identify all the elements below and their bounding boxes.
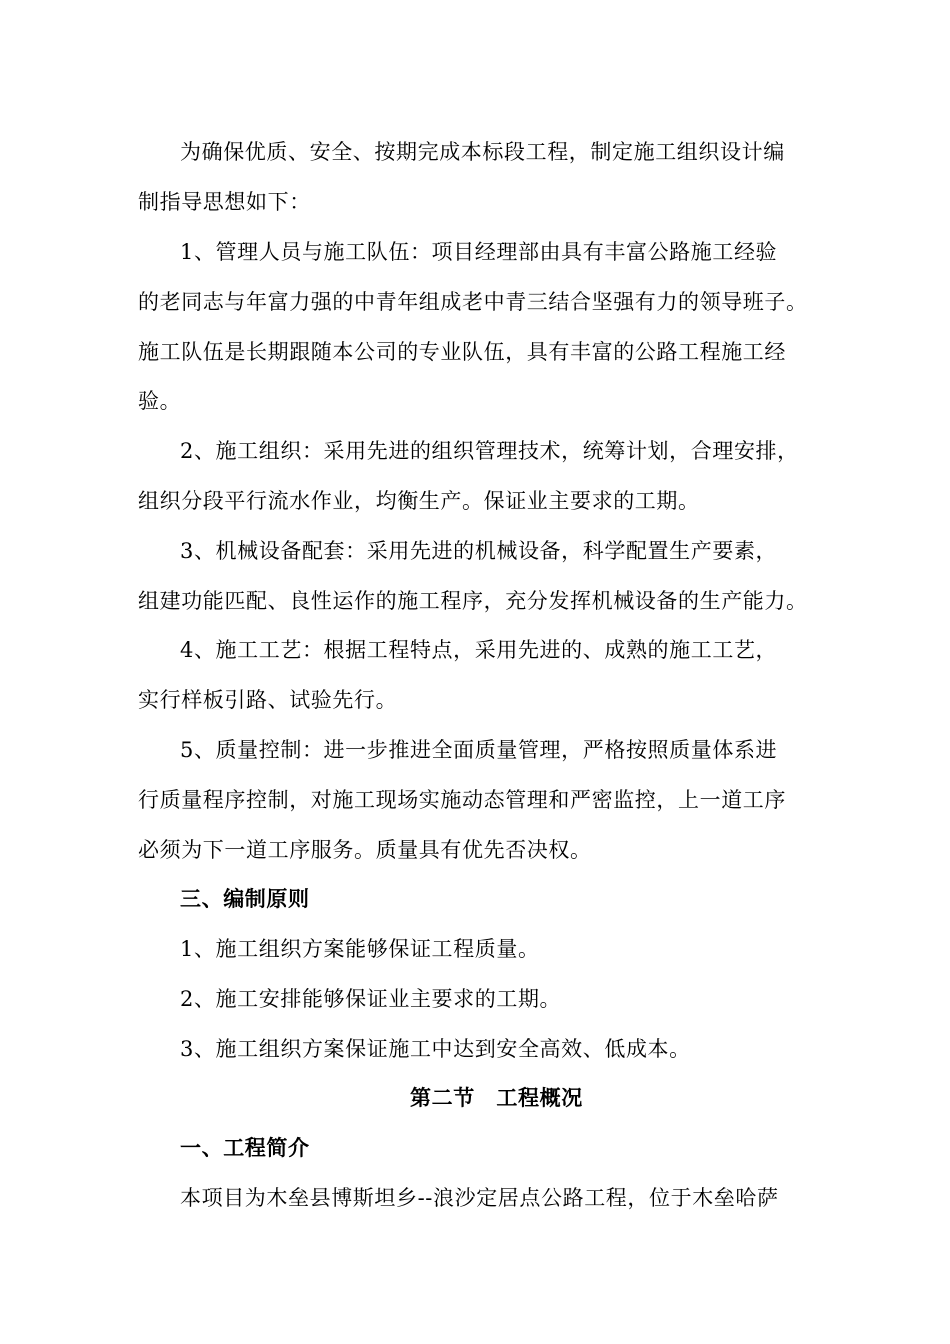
section-heading-project-introduction: 一、工程简介 <box>180 1135 310 1160</box>
paragraph-intro-line-2: 制指导思想如下： <box>138 190 311 214</box>
item-4-line-1: 4、施工工艺：根据工程特点，采用先进的、成熟的施工工艺， <box>180 638 778 662</box>
paragraph-intro-line-1: 为确保优质、安全、按期完成本标段工程，制定施工组织设计编 <box>180 140 785 164</box>
item-3-line-2: 组建功能匹配、良性运作的施工程序，充分发挥机械设备的生产能力。 <box>138 589 808 613</box>
item-3-line-1: 3、机械设备配套：采用先进的机械设备，科学配置生产要素， <box>180 539 778 563</box>
project-introduction-line-1: 本项目为木垒县博斯坦乡--浪沙定居点公路工程，位于木垒哈萨 <box>180 1186 779 1210</box>
item-1-line-3: 施工队伍是长期跟随本公司的专业队伍，具有丰富的公路工程施工经 <box>138 340 786 364</box>
principle-1: 1、施工组织方案能够保证工程质量。 <box>180 937 540 961</box>
principle-3: 3、施工组织方案保证施工中达到安全高效、低成本。 <box>180 1037 691 1061</box>
item-1-line-2: 的老同志与年富力强的中青年组成老中青三结合坚强有力的领导班子。 <box>138 290 808 314</box>
chapter-heading-project-overview: 第二节 工程概况 <box>410 1085 583 1110</box>
item-2-line-1: 2、施工组织：采用先进的组织管理技术，统筹计划，合理安排， <box>180 439 799 463</box>
item-4-line-2: 实行样板引路、试验先行。 <box>138 688 398 712</box>
item-5-line-2: 行质量程序控制，对施工现场实施动态管理和严密监控，上一道工序 <box>138 788 786 812</box>
item-5-line-1: 5、质量控制：进一步推进全面质量管理，严格按照质量体系进 <box>180 738 778 762</box>
section-heading-principles: 三、编制原则 <box>180 886 310 911</box>
item-5-line-3: 必须为下一道工序服务。质量具有优先否决权。 <box>138 838 592 862</box>
item-1-line-4: 验。 <box>138 389 182 413</box>
principle-2: 2、施工安排能够保证业主要求的工期。 <box>180 987 562 1011</box>
item-1-line-1: 1、管理人员与施工队伍：项目经理部由具有丰富公路施工经验 <box>180 240 778 264</box>
item-2-line-2: 组织分段平行流水作业，均衡生产。保证业主要求的工期。 <box>138 489 700 513</box>
